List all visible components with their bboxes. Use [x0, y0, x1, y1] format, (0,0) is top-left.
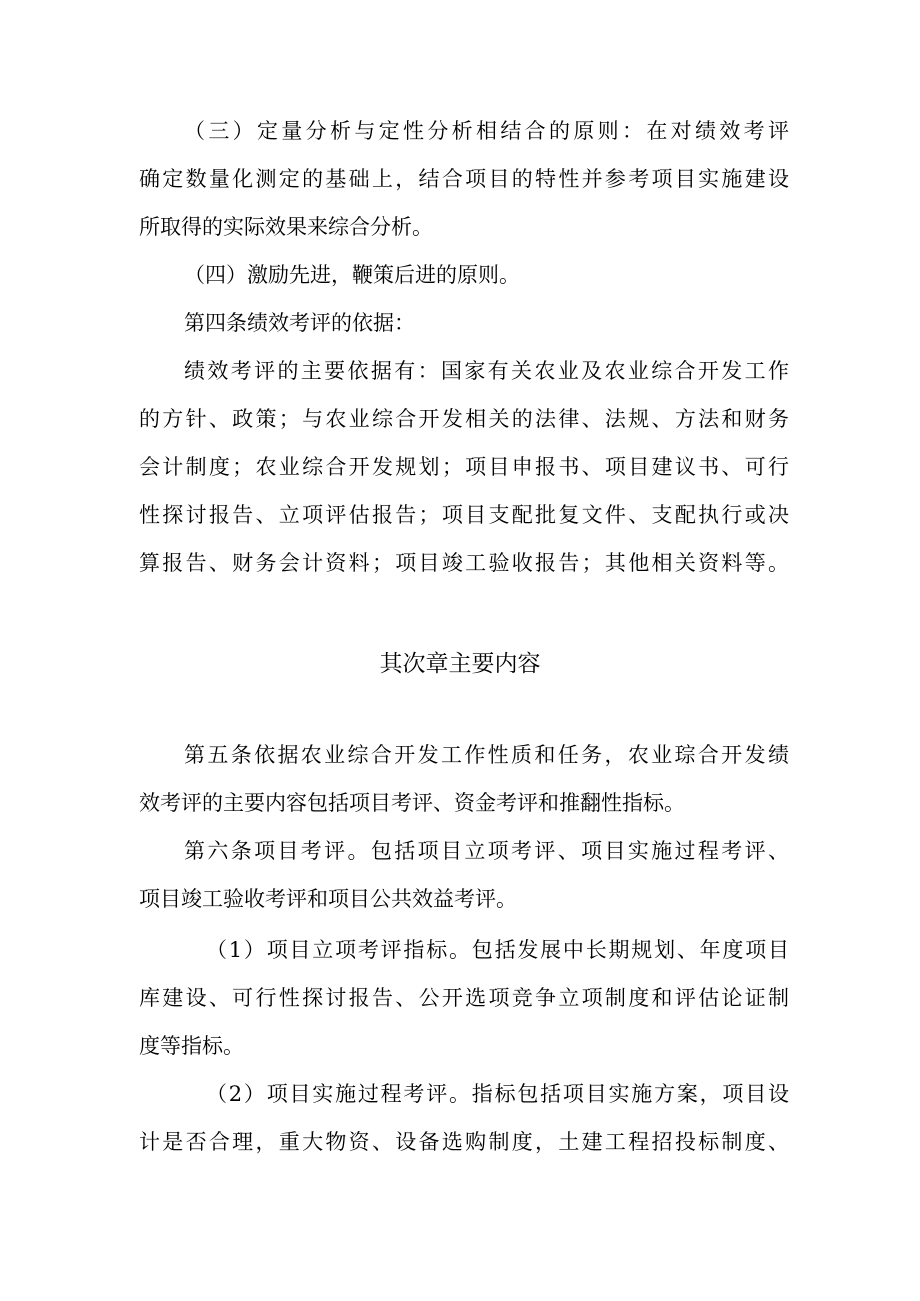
paragraph-line: 绩效考评的主要依据有：国家有关农业及农业综合开发工作: [184, 359, 789, 383]
paragraph-line: 库建设、可行性探讨报告、公开选项竞争立项制度和评估论证制: [139, 986, 789, 1010]
paragraph-line: 度等指标。: [139, 1034, 244, 1058]
paragraph-line: 第五条依据农业综合开发工作性质和任务，农业琮合开发绩: [184, 743, 789, 767]
chapter-heading: 其次章主要内容: [379, 651, 541, 677]
paragraph-line: 算报告、财务会计资料；项目竣工验收报告；其他相关资料等。: [139, 551, 789, 575]
paragraph-line: 所取得的实际效果来综合分析。: [139, 215, 433, 239]
paragraph-line: 性探讨报告、立项评估报告；项目支配批复文件、支配执行或决: [139, 503, 789, 527]
paragraph-line: （四）激励先进，鞭策后进的原则。: [184, 263, 520, 287]
paragraph-line: 的方针、政策；与农业综合开发相关的法律、法规、方法和财务: [139, 407, 789, 431]
paragraph-line: 第六条项目考评。包括项目立项考评、项目实施过程考评、: [184, 839, 789, 863]
paragraph-line: 计是否合理，重大物资、设备选购制度，土建工程招投标制度、: [139, 1130, 789, 1154]
paragraph-line: 项目竣工验收考评和项目公共效益考评。: [139, 887, 517, 911]
paragraph-line: 会计制度；农业综合开发规划；项目申报书、项目建议书、可行: [139, 455, 789, 479]
paragraph-line: 确定数量化测定的基础上，结合项目的特性并参考项目实施建设: [139, 167, 789, 191]
article-title: 第四条绩效考评的依据：: [184, 311, 415, 335]
paragraph-line: 效考评的主要内容包括项目考评、资金考评和推翻性指标。: [139, 791, 685, 815]
paragraph-line: （1）项目立项考评指标。包括发展中长期规划、年度项目: [206, 938, 789, 962]
paragraph-line: （2）项目实施过程考评。指标包括项目实施方案，项目设: [206, 1082, 789, 1106]
paragraph-line: （三）定量分析与定性分析相结合的原则：在对绩效考评: [184, 119, 789, 143]
